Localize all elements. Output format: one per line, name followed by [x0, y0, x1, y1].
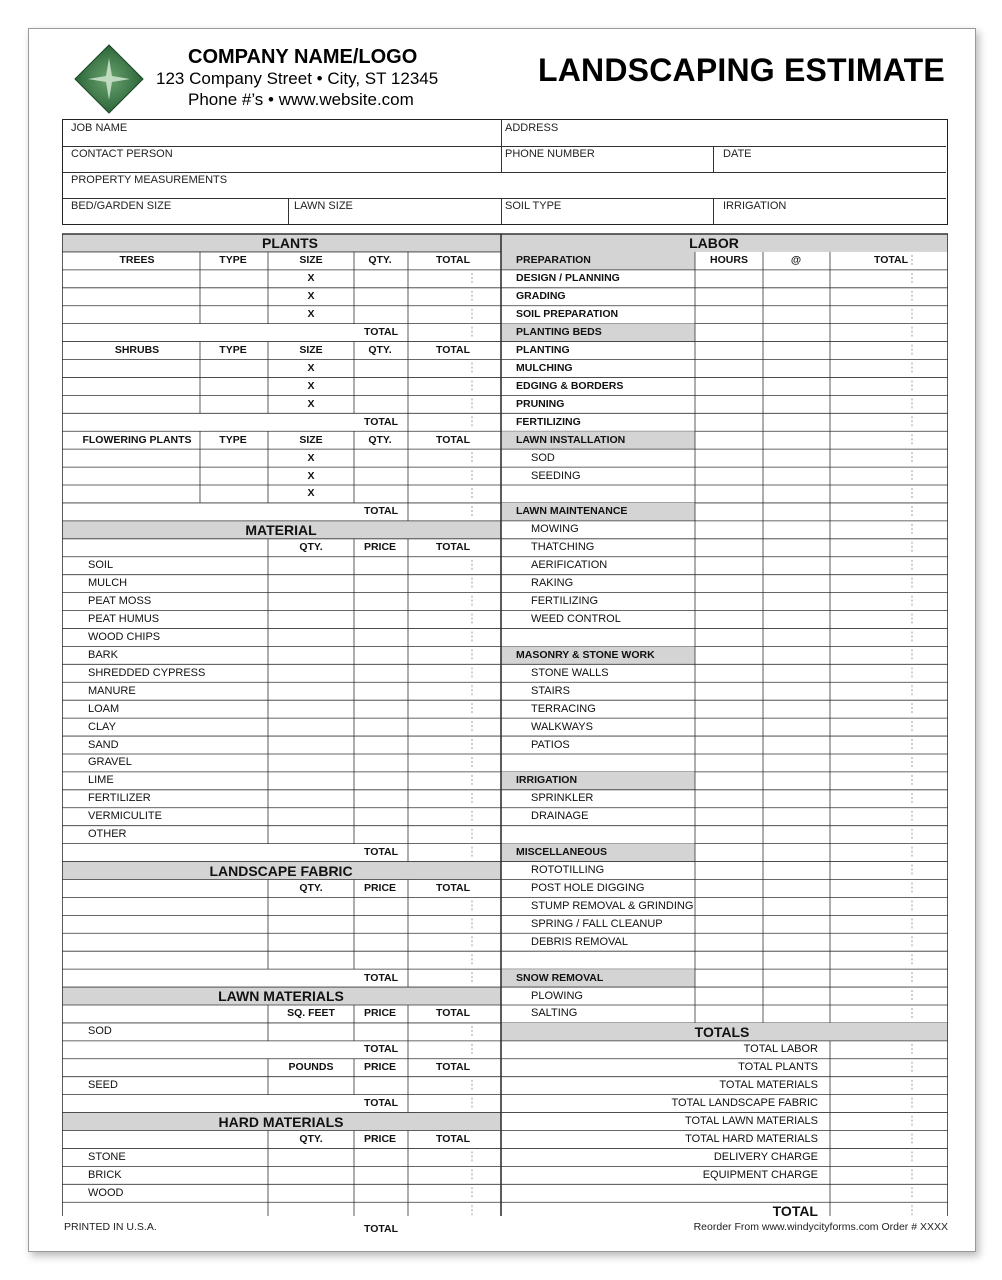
labor-task[interactable]: DESIGN / PLANNING — [516, 272, 620, 285]
labor-task[interactable]: WEED CONTROL — [531, 612, 621, 625]
totals-line-label: TOTAL PLANTS — [738, 1061, 818, 1074]
rate-at-header: @ — [790, 254, 802, 267]
labor-task[interactable]: PATIOS — [531, 738, 570, 751]
totals-line-label: EQUIPMENT CHARGE — [702, 1168, 818, 1181]
price-header: PRICE — [363, 1061, 397, 1074]
size-x-mark: X — [307, 308, 315, 321]
phone-number-field[interactable]: PHONE NUMBER — [505, 148, 595, 160]
material-item[interactable]: WOOD CHIPS — [88, 630, 161, 643]
labor-task[interactable]: PLANTING — [516, 344, 570, 357]
plant-group-2-header: FLOWERING PLANTS — [82, 433, 192, 446]
material-item[interactable]: OTHER — [88, 828, 127, 841]
price-header: PRICE — [363, 1132, 397, 1145]
material-item[interactable]: PEAT HUMUS — [88, 612, 160, 625]
job-name-field[interactable]: JOB NAME — [71, 122, 128, 134]
soil-type-field[interactable]: SOIL TYPE — [505, 200, 562, 212]
labor-task[interactable]: EDGING & BORDERS — [516, 379, 624, 392]
qty-header: QTY. — [368, 254, 392, 267]
qty-header: QTY. — [299, 1132, 323, 1145]
plant-group-0-total-label: TOTAL — [363, 326, 398, 339]
plant-group-1-total-label: TOTAL — [363, 415, 398, 428]
material-item[interactable]: MULCH — [88, 577, 128, 590]
qty-header: QTY. — [368, 433, 392, 446]
size-header: SIZE — [299, 344, 323, 357]
labor-task[interactable]: PRUNING — [516, 397, 565, 410]
labor-task[interactable]: SALTING — [531, 1007, 578, 1020]
hard-total-label: TOTAL — [363, 1222, 398, 1235]
plant-group-0-header: TREES — [119, 254, 155, 267]
landscape-fabric-title: LANDSCAPE FABRIC — [209, 862, 353, 879]
lawn-total-label: TOTAL — [363, 1097, 398, 1110]
fabric-total-label: TOTAL — [363, 971, 398, 984]
labor-total-header: TOTAL — [873, 254, 909, 267]
unit-header: SQ. FEET — [287, 1007, 335, 1020]
labor-task[interactable]: AERIFICATION — [531, 559, 608, 572]
labor-task[interactable]: GRADING — [516, 290, 566, 303]
qty-header: QTY. — [299, 881, 323, 894]
date-field[interactable]: DATE — [723, 148, 752, 160]
printed-in-label: PRINTED IN U.S.A. — [64, 1221, 157, 1233]
material-item[interactable]: VERMICULITE — [88, 810, 162, 823]
material-item[interactable]: GRAVEL — [88, 756, 132, 769]
lawn-material-item[interactable]: SOD — [88, 1025, 112, 1038]
total-header: TOTAL — [435, 1132, 471, 1145]
labor-task[interactable]: PLOWING — [531, 989, 583, 1002]
plant-group-1-header: SHRUBS — [114, 344, 160, 357]
hard-material-item[interactable]: BRICK — [88, 1168, 122, 1181]
company-phone-website: Phone #’s • www.website.com — [188, 90, 414, 109]
plant-group-2-total-label: TOTAL — [363, 505, 398, 518]
labor-category: SNOW REMOVAL — [516, 971, 604, 984]
company-address: 123 Company Street • City, ST 12345 — [156, 69, 439, 88]
type-header: TYPE — [219, 344, 247, 357]
hard-material-item[interactable]: STONE — [88, 1150, 126, 1163]
address-field[interactable]: ADDRESS — [505, 122, 559, 134]
totals-line-label: TOTAL LABOR — [743, 1043, 818, 1056]
labor-title: LABOR — [689, 234, 739, 251]
qty-header: QTY. — [299, 541, 323, 554]
labor-task[interactable]: FERTILIZING — [516, 415, 581, 428]
size-x-mark: X — [307, 379, 315, 392]
price-header: PRICE — [363, 1007, 397, 1020]
material-item[interactable]: CLAY — [88, 720, 116, 733]
form-title: LANDSCAPING ESTIMATE — [538, 52, 945, 88]
material-item[interactable]: FERTILIZER — [88, 792, 151, 805]
material-title: MATERIAL — [245, 521, 317, 538]
property-measurements-field[interactable]: PROPERTY MEASUREMENTS — [71, 174, 228, 186]
size-x-mark: X — [307, 361, 315, 374]
type-header: TYPE — [219, 254, 247, 267]
total-header: TOTAL — [435, 541, 471, 554]
labor-task[interactable]: STONE WALLS — [531, 666, 609, 679]
size-x-mark: X — [307, 469, 315, 482]
material-item[interactable]: SHREDDED CYPRESS — [88, 666, 206, 679]
labor-task[interactable]: POST HOLE DIGGING — [531, 881, 645, 894]
bed-garden-size-field[interactable]: BED/GARDEN SIZE — [71, 200, 172, 212]
totals-title: TOTALS — [694, 1023, 750, 1040]
plants-title: PLANTS — [262, 234, 318, 251]
qty-header: QTY. — [368, 344, 392, 357]
type-header: TYPE — [219, 433, 247, 446]
company-logo — [74, 44, 144, 114]
material-total-label: TOTAL — [363, 846, 398, 859]
size-x-mark: X — [307, 272, 315, 285]
price-header: PRICE — [363, 541, 397, 554]
material-item[interactable]: SOIL — [88, 559, 114, 572]
labor-task[interactable]: SEEDING — [531, 469, 581, 482]
labor-task[interactable]: THATCHING — [531, 541, 595, 554]
totals-line-label: TOTAL LANDSCAPE FABRIC — [671, 1097, 818, 1110]
labor-task[interactable]: TERRACING — [531, 702, 596, 715]
total-header: TOTAL — [435, 881, 471, 894]
labor-task[interactable]: MULCHING — [516, 361, 573, 374]
labor-task[interactable]: DEBRIS REMOVAL — [531, 935, 628, 948]
labor-task[interactable]: SOD — [531, 451, 555, 464]
labor-category: PLANTING BEDS — [516, 326, 602, 339]
material-item[interactable]: LIME — [88, 774, 114, 787]
labor-category: MASONRY & STONE WORK — [516, 648, 655, 661]
lawn-material-item[interactable]: SEED — [88, 1079, 118, 1092]
company-name: COMPANY NAME/LOGO — [188, 46, 418, 68]
labor-task[interactable]: ROTOTILLING — [531, 864, 605, 876]
labor-task[interactable]: SOIL PREPARATION — [516, 308, 619, 321]
labor-category: IRRIGATION — [516, 774, 578, 787]
total-header: TOTAL — [435, 344, 471, 357]
contact-person-field[interactable]: CONTACT PERSON — [71, 148, 173, 160]
hours-header: HOURS — [710, 254, 748, 267]
lawn-materials-title: LAWN MATERIALS — [218, 988, 344, 1005]
totals-line-label: TOTAL HARD MATERIALS — [685, 1132, 818, 1145]
size-header: SIZE — [299, 254, 323, 267]
material-item[interactable]: PEAT MOSS — [88, 595, 152, 608]
labor-task[interactable]: STAIRS — [531, 684, 570, 697]
material-item[interactable]: SAND — [88, 738, 119, 751]
material-item[interactable]: BARK — [88, 648, 118, 661]
size-x-mark: X — [307, 487, 315, 500]
reorder-info: Reorder From www.windycityforms.com Order # XXXX — [693, 1221, 948, 1233]
material-item[interactable]: LOAM — [88, 702, 120, 715]
price-header: PRICE — [363, 881, 397, 894]
job-info-box — [62, 119, 948, 225]
labor-task[interactable]: DRAINAGE — [531, 810, 589, 823]
labor-task[interactable]: RAKING — [531, 577, 574, 590]
labor-task[interactable]: SPRING / FALL CLEANUP — [531, 917, 663, 930]
labor-task[interactable]: SPRINKLER — [531, 792, 594, 805]
totals-line-label: TOTAL MATERIALS — [719, 1079, 818, 1092]
lawn-size-field[interactable]: LAWN SIZE — [294, 200, 353, 212]
labor-task[interactable]: MOWING — [531, 523, 579, 536]
labor-task[interactable]: STUMP REMOVAL & GRINDING — [531, 899, 694, 912]
labor-category: PREPARATION — [516, 254, 591, 267]
size-x-mark: X — [307, 451, 315, 464]
grand-total-label: TOTAL — [772, 1203, 818, 1220]
size-x-mark: X — [307, 397, 315, 410]
total-header: TOTAL — [435, 433, 471, 446]
totals-line-label: TOTAL LAWN MATERIALS — [684, 1115, 818, 1128]
labor-category: LAWN INSTALLATION — [516, 433, 626, 446]
irrigation-field[interactable]: IRRIGATION — [723, 200, 787, 212]
labor-category: MISCELLANEOUS — [516, 846, 608, 859]
unit-header: POUNDS — [288, 1061, 334, 1074]
total-header: TOTAL — [435, 1007, 471, 1020]
material-item[interactable]: MANURE — [88, 684, 136, 697]
hard-material-item[interactable]: WOOD — [88, 1186, 124, 1199]
hard-materials-title: HARD MATERIALS — [218, 1113, 344, 1130]
total-header: TOTAL — [435, 254, 471, 267]
total-header: TOTAL — [435, 1061, 471, 1074]
lawn-total-label: TOTAL — [363, 1043, 398, 1056]
totals-line-label: DELIVERY CHARGE — [713, 1150, 818, 1163]
labor-task[interactable]: WALKWAYS — [531, 720, 593, 733]
size-x-mark: X — [307, 290, 315, 303]
labor-category: LAWN MAINTENANCE — [516, 505, 628, 518]
labor-task[interactable]: FERTILIZING — [531, 595, 599, 608]
size-header: SIZE — [299, 433, 323, 446]
